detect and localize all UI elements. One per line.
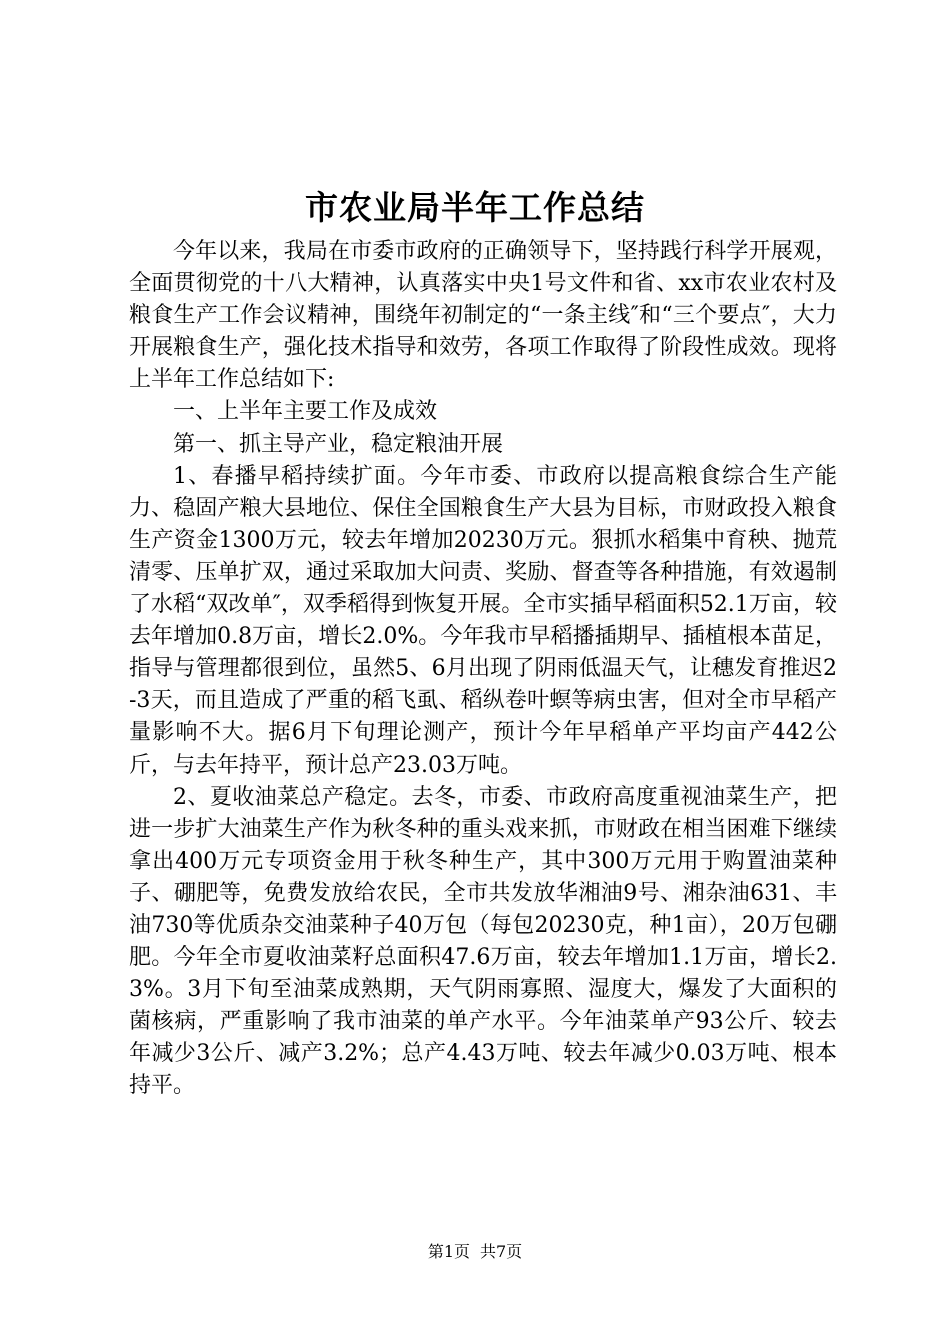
intro-paragraph: 今年以来，我局在市委市政府的正确领导下，坚持践行科学开展观，全面贯彻党的十八大精神，认真落实中央1号文件和省、xx市农业农村及粮食生产工作会议精神，围绕年初制定的“一条主线″和“三个要点″，大力开展粮食生产，强化技术指导和效劳，各项工作取得了阶段性成效。现将上半年工作总结如下: <box>129 239 837 393</box>
page-total: 共7页 <box>480 1242 523 1261</box>
early-rice-paragraph: 1、春播早稻持续扩面。今年市委、市政府以提高粮食综合生产能力、稳固产粮大县地位、保住全国粮食生产大县为目标，市财政投入粮食生产资金1300万元，较去年增加20230万元。狠抓水稻集中育秧、抛荒清零、压单扩双，通过采取加大问责、奖励、督查等各种措施，有效遏制了水稻“双改单″，双季稻得到恢复开展。全市实插早稻面积52.1万亩，较去年增加0.8万亩，增长2.0%。今年我市早稻播插期早、插植根本苗足，指导与管理都很到位，虽然5、6月出现了阴雨低温天气，让穗发育推迟2-3天，而且造成了严重的稻飞虱、稻纵卷叶螟等病虫害，但对全市早稻产量影响不大。据6月下旬理论测产，预计今年早稻单产平均亩产442公斤，与去年持平，预计总产23.03万吨。 <box>129 463 837 778</box>
subsection-heading: 第一、抓主导产业，稳定粮油开展 <box>173 431 504 457</box>
document-body <box>129 236 837 1103</box>
document-title: 市农业局半年工作总结 <box>305 188 645 227</box>
page-number: 第1页 <box>427 1242 470 1261</box>
section-heading: 一、上半年主要工作及成效 <box>173 399 438 425</box>
rapeseed-paragraph: 2、夏收油菜总产稳定。去冬，市委、市政府高度重视油菜生产，把进一步扩大油菜生产作为秋冬种的重头戏来抓，市财政在相当困难下继续拿出400万元专项资金用于秋冬种生产，其中300万元用于购置油菜种子、硼肥等，免费发放给农民，全市共发放华湘油9号、湘杂油631、丰油730等优质杂交油菜种子40万包（每包20230克，种1亩），20万包硼肥。今年全市夏收油菜籽总面积47.6万亩，较去年增加1.1万亩，增长2.3%。3月下旬至油菜成熟期，天气阴雨寡照、湿度大，爆发了大面积的菌核病，严重影响了我市油菜的单产水平。今年油菜单产93公斤、较去年减少3公斤、减产3.2%；总产4.43万吨、较去年减少0.03万吨、根本持平。 <box>129 784 837 1099</box>
page-footer <box>0 1240 950 1264</box>
